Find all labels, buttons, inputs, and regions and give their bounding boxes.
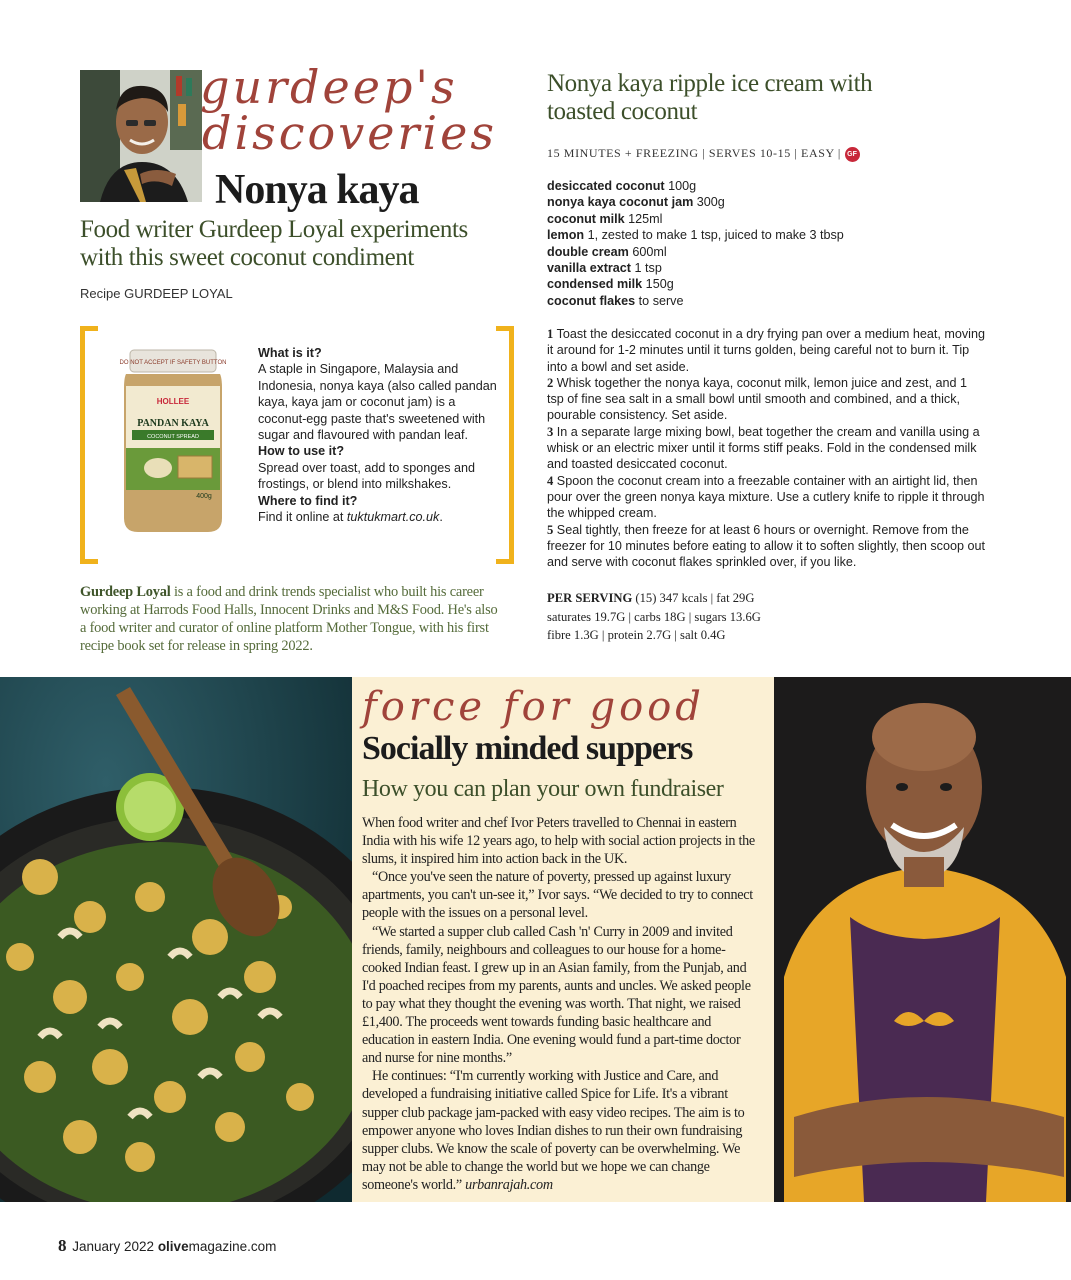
ingredient-item: vanilla extract 1 tsp [547,261,662,276]
script-line-1: gurdeep's [200,60,458,114]
nutrition-label: PER SERVING [547,591,633,605]
author-bio-text: is a food and drink trends specialist who built his career working at Harrods Food Halls, Innocent Drinks and M&S Food. He's also a food writer and curator of online platform Mother Tongue, with his first recipe book set for release in spring 2022. [80,584,498,654]
gurdeep-portrait [80,70,202,202]
ingredient-item: lemon 1, zested to make 1 tsp, juiced to make 3 tbsp [547,228,844,243]
nutrition-info: PER SERVING (15) 347 kcals | fat 29G saturates 19.7G | carbs 18G | sugars 13.6G fibre 1.3G | protein 2.7G | salt 0.4G [547,589,847,645]
ivor-peters-photo [774,677,1071,1202]
urbanrajah-link[interactable]: urbanrajah.com [465,1176,553,1193]
left-bracket [80,326,98,564]
article-title: Socially minded suppers [362,730,693,767]
recipe-byline: Recipe GURDEEP LOYAL [80,286,233,301]
article-paragraph: “We started a supper club called Cash 'n' Curry in 2009 and invited friends, family, neighbours and colleagues to our house for a home-cooked Indian feast. I grew up in an Asian family, from the Punjab, and I'd poached recipes from my parents, aunts and uncles. We asked people to pay what they thought the evening was worth. That night, we raised £1,400. The proceeds went towards funding basic healthcare and education in eastern India. One evening would fund a part-time doctor and nurse for nine months.” [362,923,751,1067]
ingredient-item: double cream 600ml [547,244,667,259]
ingredient-item: coconut milk 125ml [547,211,663,226]
tuktukmart-link[interactable]: tuktukmart.co.uk [346,510,440,525]
question-where: Where to find it? [258,493,358,508]
gluten-free-badge: GF [845,147,860,162]
ingredient-item: desiccated coconut 100g [547,179,697,193]
method-steps [547,326,987,570]
answer-where: Find it online at tuktukmart.co.uk. [258,510,443,525]
page-number: 8 [58,1236,67,1255]
page-subtitle: Food writer Gurdeep Loyal experiments with this sweet coconut condiment [80,216,468,271]
nutrition-line-2: saturates 19.7G | carbs 18G | sugars 13.6G [547,609,761,624]
author-bio [80,583,500,655]
article-body [362,814,762,1194]
method-step: 2 Whisk together the nonya kaya, coconut milk, lemon juice and zest, and 1 tsp of fine sea salt in a small bowl until smooth and combined, and a thick, pourable consistency. Set aside. [547,375,968,423]
article-paragraph: He continues: “I'm currently working with Justice and Care, and developed a fundraising initiative called Spice for Life. It's a vibrant supper club package jam-packed with easy video recipes. The aim is to empower anyone who loves Indian dishes to run their own fundraising supper clubs. We know the scale of poverty can be overwhelming. We may not be able to change the world but we hope we can change someone's world.” urbanrajah.com [362,1068,745,1193]
answer-how: Spread over toast, add to sponges and frostings, or blend into milkshakes. [258,460,476,492]
jar-cap-text: DO NOT ACCEPT IF SAFETY BUTTON [119,360,227,366]
section-script-heading [200,60,500,160]
method-step: 4 Spoon the coconut cream into a freezable container with an airtight lid, then pour over the green nonya kaya mixture. Use a cutlery knife to ripple it through the whipped cream. [547,473,985,521]
jar-label-sub: COCONUT SPREAD [147,434,199,440]
recipe-title: Nonya kaya ripple ice cream with toasted coconut [547,70,873,125]
method-step: 3 In a separate large mixing bowl, beat together the cream and vanilla using a whisk or an electric mixer until it forms stiff peaks. Fold in the condensed milk and toasted desiccated coconut. [547,424,980,472]
brand-rest: magazine.com [188,1239,277,1254]
article-paragraph: “Once you've seen the nature of poverty, pressed up against luxury apartments, you can't un-see it,” Ivor says. “We decided to try to connect people with the issues on a personal level. [362,869,753,922]
question-what: What is it? [258,346,322,360]
ingredient-item: coconut flakes to serve [547,293,684,308]
page-footer [58,1236,276,1256]
jar-brand: HOLLEE [156,397,190,406]
pandan-kaya-jar [118,348,228,534]
right-bracket [496,326,514,564]
article-paragraph: When food writer and chef Ivor Peters travelled to Chennai in eastern India with his wife 12 years ago, to help with social action projects in the slums, it inspired him into action back in the UK. [362,815,755,868]
ingredient-item: nonya kaya coconut jam 300g [547,195,725,210]
article-subtitle: How you can plan your own fundraiser [362,776,724,802]
recipe-meta: 15 MINUTES + FREEZING | SERVES 10-15 | EASY | GF [547,146,860,162]
author-name: Gurdeep Loyal [80,584,171,600]
script-line-2: discoveries [202,106,497,160]
method-step: 1 Toast the desiccated coconut in a dry frying pan over a medium heat, moving it around for 1-2 minutes until it turns golden, being careful not to burn it. Tip into a bowl and set aside. [547,327,985,374]
info-box-text [258,345,498,525]
force-for-good-script: force for good [362,684,705,730]
jar-label: PANDAN KAYA [137,418,209,429]
gurdeep-portrait-image [80,70,202,202]
method-step: 5 Seal tightly, then freeze for at least 6 hours or overnight. Remove from the freezer for 10 minutes before eating to allow it to soften slightly, then scoop out and serve with coconut flakes sprinkled over, if you like. [547,522,985,570]
issue-date: January 2022 [68,1239,158,1254]
ingredients-list [547,178,967,309]
question-how: How to use it? [258,444,345,459]
jar-weight: 400g [196,493,212,500]
nutrition-line-3: fibre 1.3G | protein 2.7G | salt 0.4G [547,628,726,642]
answer-what: A staple in Singapore, Malaysia and Indonesia, nonya kaya (also called pandan kaya, kaya jam or coconut jam) is a coconut-egg paste that's sweetened with sugar and flavoured with pandan leaf. [258,362,497,443]
ingredient-item: condensed milk 150g [547,277,674,292]
curry-pan-photo [0,677,352,1202]
brand-olive: olive [157,1239,189,1254]
page-title: Nonya kaya [215,167,419,213]
